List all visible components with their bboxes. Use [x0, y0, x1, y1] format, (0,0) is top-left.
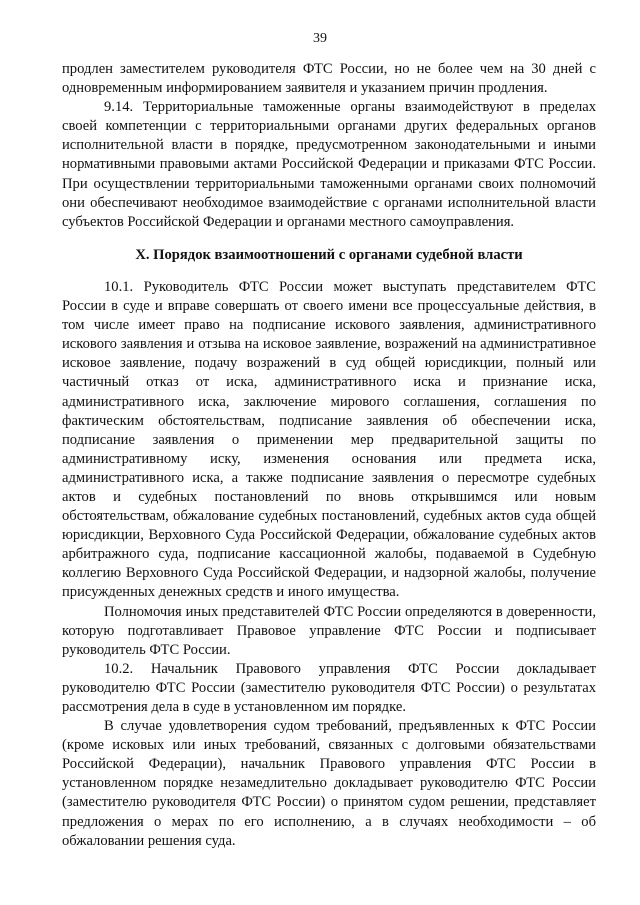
paragraph-10-1: 10.1. Руководитель ФТС России может выступать представителем ФТС России в суде и вправе совершать от своего имени все процессуальные действия, в том числе имеет право на подписание искового заявления, административного искового заявления и отзыва на исковое заявление, возражений на административное исковое заявление, подачу возражений в суд общей юрисдикции, полный или частичный отказ от иска, административного иска и признание иска, административного иска, заключение мирового соглашения, соглашения по фактическим обстоятельствам, подписание заявления об обеспечении иска, подписание заявления о применении мер предварительной защиты по административному иску, изменения основания или предмета иска, административного иска, а также подписание заявления о пересмотре судебных актов и судебных постановлений по вновь открывшимся или новым обстоятельствам, обжалование судебных постановлений, судебных актов суда общей юрисдикции, Верховного Суда Российской Федерации, обжалование судебных актов арбитражного суда, подписание кассационной жалобы, подаваемой в Судебную коллегию Верховного Суда Российской Федерации, и надзорной жалобы, получение присужденных денежных средств и иного имущества. [62, 278, 596, 601]
paragraph-representatives: Полномочия иных представителей ФТС России определяются в доверенности, которую подготавливает Правовое управление ФТС России и подписывает руководитель ФТС России. [62, 603, 596, 658]
paragraph-9-14: 9.14. Территориальные таможенные органы взаимодействуют в пределах своей компетенции с территориальными органами других федеральных органов исполнительной власти в порядке, предусмотренном законодательными и иными нормативными правовыми актами Российской Федерации и приказами ФТС России. При осуществлении территориальными таможенными органами своих полномочий они обеспечивают необходимое взаимодействие с органами исполнительной власти субъектов Российской Федерации и органами местного самоуправления. [62, 99, 596, 230]
paragraph-10-2: 10.2. Начальник Правового управления ФТС России докладывает руководителю ФТС России (заместителю руководителя ФТС России) о результатах рассмотрения дела в суде в установленном им порядке. [62, 660, 596, 715]
document-body [62, 60, 596, 851]
section-heading: X. Порядок взаимоотношений с органами судебной власти [135, 246, 523, 263]
paragraph-continuation: продлен заместителем руководителя ФТС России, но не более чем на 30 дней с одновременным информированием заявителя и указанием причин продления. [62, 61, 596, 97]
paragraph-court-decision: В случае удовлетворения судом требований, предъявленных к ФТС России (кроме исковых или иных требований, связанных с долговыми обязательствами Российской Федерации), начальник Правового управления ФТС России в установленном порядке незамедлительно докладывает руководителю ФТС России (заместителю руководителя ФТС России) о принятом судом решении, представляет предложения о мерах по его исполнению, а в случаях необходимости – об обжаловании решения суда. [62, 718, 596, 849]
page-number: 39 [313, 31, 327, 46]
